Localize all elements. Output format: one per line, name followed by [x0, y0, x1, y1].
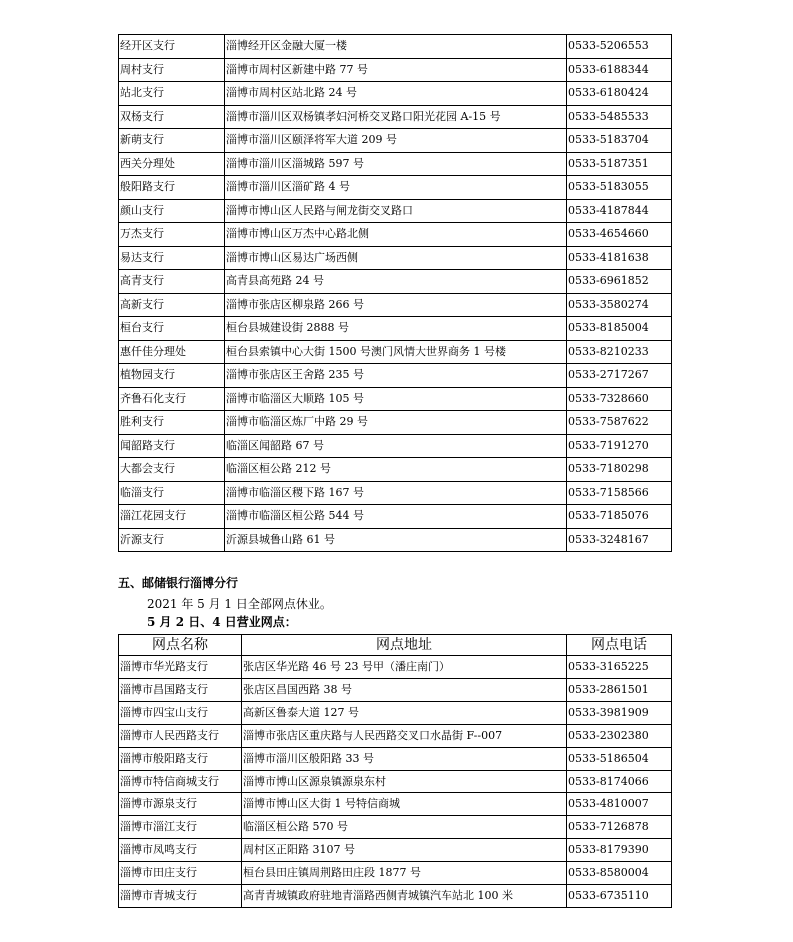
branch-address-cell: 淄博市淄川区般阳路 33 号 — [242, 747, 567, 770]
branch-name-cell: 淄博市昌国路支行 — [119, 678, 242, 701]
section-title: 五、邮储银行淄博分行 — [118, 576, 239, 590]
branch-table-1 — [118, 34, 672, 552]
branch-name-cell: 齐鲁石化支行 — [119, 387, 225, 411]
table-row — [119, 411, 672, 435]
table-row — [119, 724, 672, 747]
branch-address-cell: 张店区昌国西路 38 号 — [242, 678, 567, 701]
branch-address-cell: 淄博市博山区大街 1 号特信商城 — [242, 793, 567, 816]
table-row — [119, 816, 672, 839]
branch-address-cell: 周村区正阳路 3107 号 — [242, 839, 567, 862]
branch-phone-cell: 0533-5206553 — [567, 35, 672, 59]
branch-name-cell: 西关分理处 — [119, 152, 225, 176]
branch-phone-cell: 0533-5183704 — [567, 129, 672, 153]
branch-address-cell: 淄博市淄川区淄矿路 4 号 — [225, 176, 567, 200]
branch-name-cell: 淄博市般阳路支行 — [119, 747, 242, 770]
branch-name-cell: 双杨支行 — [119, 105, 225, 129]
branch-name-cell: 大都会支行 — [119, 458, 225, 482]
branch-address-cell: 淄博市博山区人民路与闸龙街交叉路口 — [225, 199, 567, 223]
branch-name-cell: 经开区支行 — [119, 35, 225, 59]
branch-table-2-body — [119, 656, 672, 908]
branch-phone-cell: 0533-7180298 — [567, 458, 672, 482]
branch-phone-cell: 0533-7191270 — [567, 434, 672, 458]
branch-name-cell: 颜山支行 — [119, 199, 225, 223]
table-row — [119, 340, 672, 364]
table-row — [119, 58, 672, 82]
branch-address-cell: 张店区华光路 46 号 23 号甲（潘庄南门） — [242, 656, 567, 679]
branch-phone-cell: 0533-2861501 — [567, 678, 672, 701]
branch-name-cell: 淄博市人民西路支行 — [119, 724, 242, 747]
branch-phone-cell: 0533-4181638 — [567, 246, 672, 270]
branch-name-cell: 淄博市凤鸣支行 — [119, 839, 242, 862]
branch-address-cell: 淄博市博山区易达广场西侧 — [225, 246, 567, 270]
table-row — [119, 176, 672, 200]
branch-phone-cell: 0533-3165225 — [567, 656, 672, 679]
branch-address-cell: 淄博市张店区王舍路 235 号 — [225, 364, 567, 388]
branch-name-cell: 临淄支行 — [119, 481, 225, 505]
branch-address-cell: 淄博市博山区万杰中心路北侧 — [225, 223, 567, 247]
branch-phone-cell: 0533-7328660 — [567, 387, 672, 411]
branch-address-cell: 桓台县城建设街 2888 号 — [225, 317, 567, 341]
branch-name-cell: 般阳路支行 — [119, 176, 225, 200]
branch-phone-cell: 0533-5187351 — [567, 152, 672, 176]
branch-table-1-body — [119, 35, 672, 552]
table-header-row — [119, 635, 672, 656]
branch-phone-cell: 0533-8185004 — [567, 317, 672, 341]
branch-table-2 — [118, 634, 672, 908]
branch-name-cell: 淄博市源泉支行 — [119, 793, 242, 816]
branch-phone-cell: 0533-5183055 — [567, 176, 672, 200]
branch-address-cell: 淄博市临淄区桓公路 544 号 — [225, 505, 567, 529]
branch-name-cell: 桓台支行 — [119, 317, 225, 341]
branch-name-cell: 淄博市田庄支行 — [119, 862, 242, 885]
branch-phone-cell: 0533-6735110 — [567, 885, 672, 908]
branch-phone-cell: 0533-2302380 — [567, 724, 672, 747]
branch-address-cell: 高新区鲁泰大道 127 号 — [242, 701, 567, 724]
table-row — [119, 885, 672, 908]
branch-name-cell: 淄博市淄江支行 — [119, 816, 242, 839]
table-row — [119, 199, 672, 223]
table-row — [119, 862, 672, 885]
branch-address-cell: 淄博经开区金融大厦一楼 — [225, 35, 567, 59]
branch-phone-cell: 0533-5485533 — [567, 105, 672, 129]
open-dates-title: 5 月 2 日、4 日营业网点： — [147, 615, 297, 629]
branch-address-cell: 淄博市临淄区稷下路 167 号 — [225, 481, 567, 505]
branch-phone-cell: 0533-7126878 — [567, 816, 672, 839]
branch-address-cell: 淄博市张店区柳泉路 266 号 — [225, 293, 567, 317]
header-branch-address: 网点地址 — [242, 635, 567, 656]
branch-phone-cell: 0533-7587622 — [567, 411, 672, 435]
table-row — [119, 701, 672, 724]
branch-phone-cell: 0533-4654660 — [567, 223, 672, 247]
branch-address-cell: 桓台县索镇中心大街 1500 号澳门风情大世界商务 1 号楼 — [225, 340, 567, 364]
branch-phone-cell: 0533-6961852 — [567, 270, 672, 294]
branch-name-cell: 淄博市青城支行 — [119, 885, 242, 908]
table-row — [119, 246, 672, 270]
branch-name-cell: 站北支行 — [119, 82, 225, 106]
branch-phone-cell: 0533-6188344 — [567, 58, 672, 82]
table-row — [119, 434, 672, 458]
branch-address-cell: 淄博市张店区重庆路与人民西路交叉口水晶街 F--007 — [242, 724, 567, 747]
table-row — [119, 35, 672, 59]
header-branch-phone: 网点电话 — [567, 635, 672, 656]
branch-name-cell: 淄博市特信商城支行 — [119, 770, 242, 793]
branch-phone-cell: 0533-2717267 — [567, 364, 672, 388]
header-branch-name: 网点名称 — [119, 635, 242, 656]
table-row — [119, 528, 672, 552]
branch-address-cell: 淄博市淄川区淄城路 597 号 — [225, 152, 567, 176]
branch-name-cell: 高新支行 — [119, 293, 225, 317]
branch-address-cell: 高青青城镇政府驻地青淄路西侧青城镇汽车站北 100 米 — [242, 885, 567, 908]
branch-address-cell: 临淄区桓公路 570 号 — [242, 816, 567, 839]
branch-address-cell: 淄博市淄川区颐泽将军大道 209 号 — [225, 129, 567, 153]
table-row — [119, 481, 672, 505]
branch-name-cell: 沂源支行 — [119, 528, 225, 552]
table-row — [119, 152, 672, 176]
closure-note: 2021 年 5 月 1 日全部网点休业。 — [147, 597, 332, 611]
table-row — [119, 505, 672, 529]
table-row — [119, 387, 672, 411]
branch-phone-cell: 0533-3248167 — [567, 528, 672, 552]
branch-name-cell: 胜利支行 — [119, 411, 225, 435]
branch-address-cell: 淄博市博山区源泉镇源泉东村 — [242, 770, 567, 793]
table-row — [119, 223, 672, 247]
branch-phone-cell: 0533-6180424 — [567, 82, 672, 106]
branch-name-cell: 植物园支行 — [119, 364, 225, 388]
branch-address-cell: 沂源县城鲁山路 61 号 — [225, 528, 567, 552]
table-row — [119, 770, 672, 793]
branch-phone-cell: 0533-7185076 — [567, 505, 672, 529]
branch-address-cell: 高青县高苑路 24 号 — [225, 270, 567, 294]
branch-name-cell: 万杰支行 — [119, 223, 225, 247]
table-row — [119, 270, 672, 294]
branch-name-cell: 惠仟佳分理处 — [119, 340, 225, 364]
branch-address-cell: 桓台县田庄镇周荆路田庄段 1877 号 — [242, 862, 567, 885]
table-row — [119, 839, 672, 862]
table-row — [119, 105, 672, 129]
branch-phone-cell: 0533-7158566 — [567, 481, 672, 505]
table-row — [119, 458, 672, 482]
branch-address-cell: 淄博市临淄区大顺路 105 号 — [225, 387, 567, 411]
branch-name-cell: 高青支行 — [119, 270, 225, 294]
branch-address-cell: 淄博市临淄区炼厂中路 29 号 — [225, 411, 567, 435]
branch-phone-cell: 0533-4810007 — [567, 793, 672, 816]
branch-phone-cell: 0533-8580004 — [567, 862, 672, 885]
branch-address-cell: 淄博市周村区站北路 24 号 — [225, 82, 567, 106]
table-row — [119, 747, 672, 770]
table-row — [119, 317, 672, 341]
table-row — [119, 364, 672, 388]
table-row — [119, 656, 672, 679]
table-row — [119, 129, 672, 153]
branch-phone-cell: 0533-8179390 — [567, 839, 672, 862]
branch-phone-cell: 0533-8174066 — [567, 770, 672, 793]
branch-address-cell: 临淄区闻韶路 67 号 — [225, 434, 567, 458]
branch-name-cell: 周村支行 — [119, 58, 225, 82]
branch-phone-cell: 0533-5186504 — [567, 747, 672, 770]
branch-address-cell: 淄博市淄川区双杨镇孝妇河桥交叉路口阳光花园 A-15 号 — [225, 105, 567, 129]
branch-name-cell: 新萌支行 — [119, 129, 225, 153]
branch-name-cell: 淄博市四宝山支行 — [119, 701, 242, 724]
branch-phone-cell: 0533-3580274 — [567, 293, 672, 317]
table-row — [119, 293, 672, 317]
branch-address-cell: 临淄区桓公路 212 号 — [225, 458, 567, 482]
branch-phone-cell: 0533-4187844 — [567, 199, 672, 223]
branch-phone-cell: 0533-3981909 — [567, 701, 672, 724]
table-row — [119, 82, 672, 106]
branch-name-cell: 淄博市华光路支行 — [119, 656, 242, 679]
branch-name-cell: 淄江花园支行 — [119, 505, 225, 529]
branch-phone-cell: 0533-8210233 — [567, 340, 672, 364]
table-row — [119, 793, 672, 816]
branch-address-cell: 淄博市周村区新建中路 77 号 — [225, 58, 567, 82]
branch-name-cell: 易达支行 — [119, 246, 225, 270]
table-row — [119, 678, 672, 701]
branch-name-cell: 闻韶路支行 — [119, 434, 225, 458]
